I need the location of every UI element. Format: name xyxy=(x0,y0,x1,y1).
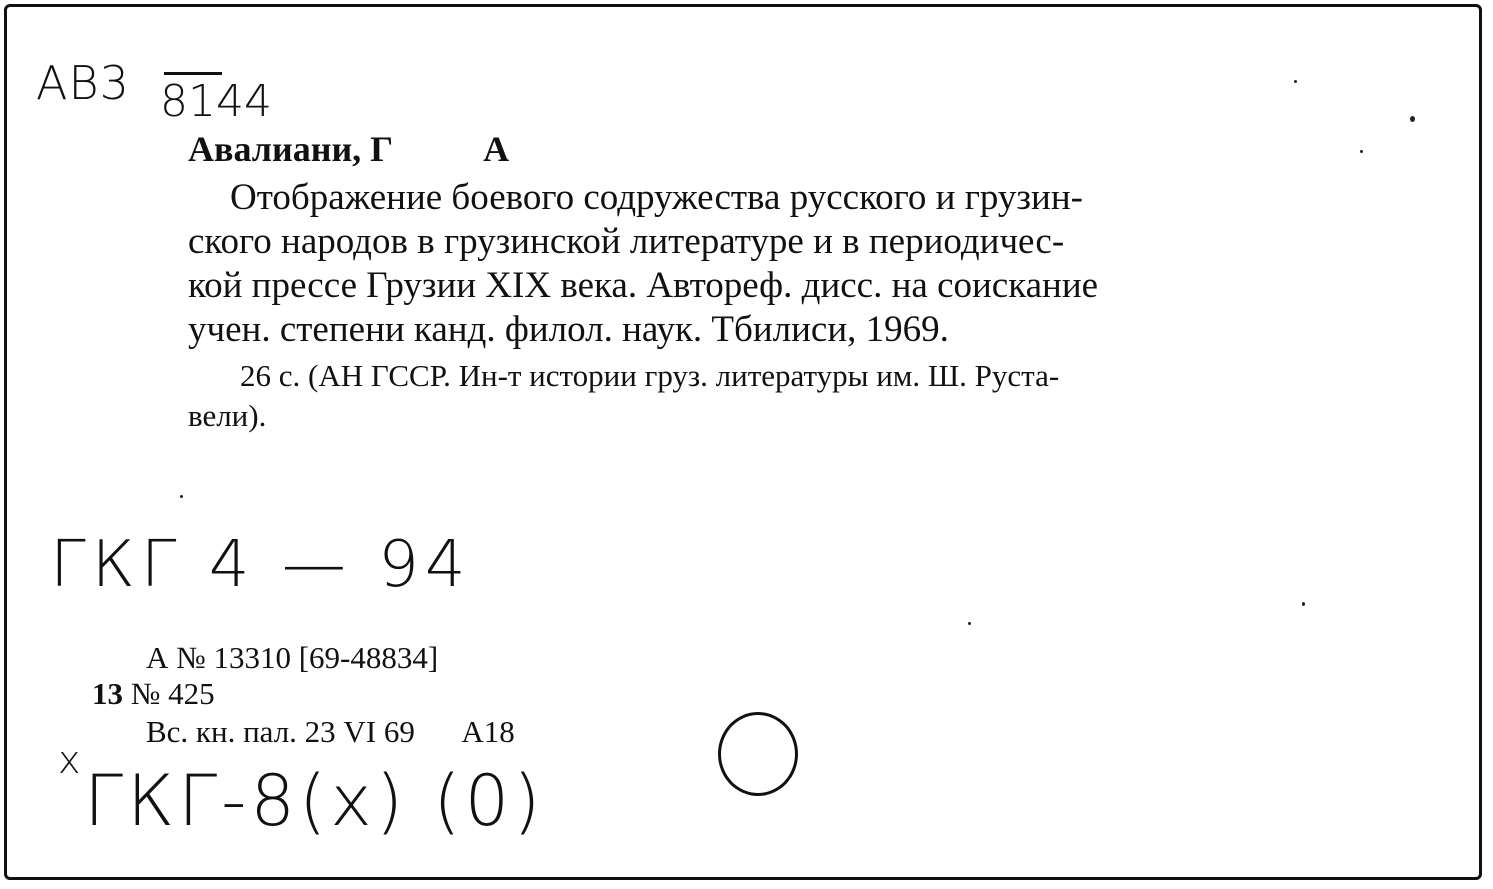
speck xyxy=(1294,80,1297,83)
speck xyxy=(180,495,183,498)
speck xyxy=(1302,602,1305,606)
copy-number-text: № 425 xyxy=(130,676,215,711)
title-description xyxy=(188,176,1348,352)
copy-number xyxy=(92,676,215,712)
title-line-2: ского народов в грузинской литературе и в периодичес- xyxy=(188,221,1065,262)
shelfmark-number xyxy=(160,76,272,127)
collation xyxy=(188,356,1348,436)
speck xyxy=(968,622,971,625)
title-line-4: учен. степени канд. филол. наук. Тбилиси, 1969. xyxy=(188,309,949,350)
stamp-circle xyxy=(718,712,798,796)
record-number: А № 13310 [69-48834] xyxy=(146,640,439,675)
title-line-1: Отображение боевого содружества русского и грузин- xyxy=(230,177,1083,218)
handwritten-code-2: ГКГ-8(x) (0) xyxy=(84,760,545,842)
author-heading: Авалиани, Г А xyxy=(188,129,510,169)
collation-line-1: 26 с. (АН ГССР. Ин-т истории груз. литературы им. Ш. Руста- xyxy=(240,358,1060,393)
speck xyxy=(1410,116,1415,122)
handwritten-code-1: ГКГ 4 — 94 xyxy=(50,528,472,602)
handwritten-x: x xyxy=(58,738,81,782)
speck xyxy=(1360,150,1363,153)
title-line-3: кой прессе Грузии XIX века. Автореф. дисс. на соискание xyxy=(188,265,1099,306)
copy-prefix: 13 xyxy=(92,676,123,711)
shelfmark-number-text: 8144 xyxy=(160,76,272,127)
collation-line-2: вели). xyxy=(188,398,267,433)
chronicle-entry: Вс. кн. пал. 23 VI 69 А18 xyxy=(146,714,515,749)
shelfmark-prefix: AB3 xyxy=(36,56,130,110)
